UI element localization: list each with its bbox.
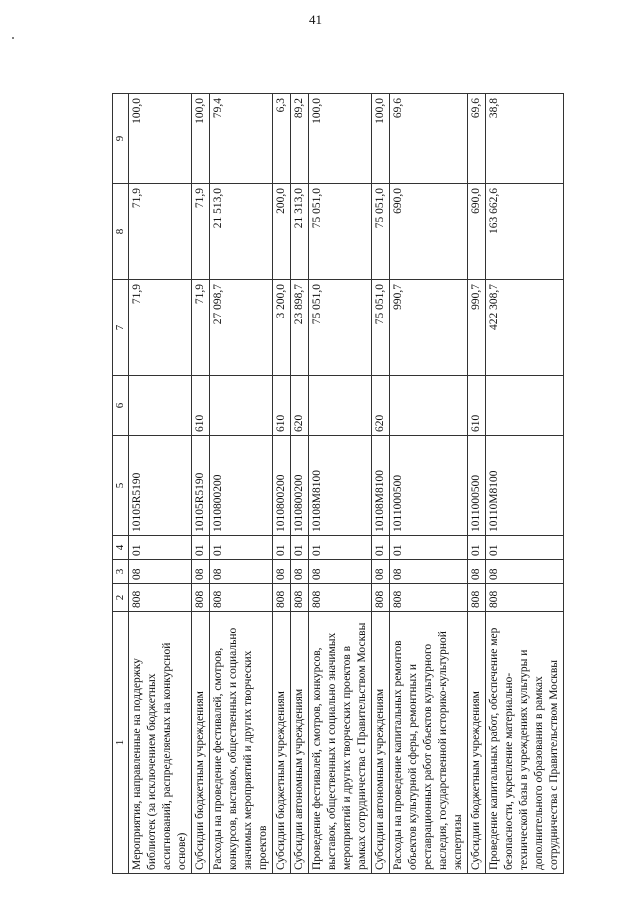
cell-executed: 163 662,6 — [486, 184, 564, 280]
cell-percent: 100,0 — [309, 94, 372, 184]
cell-name: Субсидии бюджетным учреждениям — [468, 612, 486, 874]
cell-ministry: 808 — [468, 584, 486, 612]
cell-name: Расходы на проведение фестивалей, смотров, конкурсов, выставок, общественных и социально значимых мероприятий и других творческих проектов — [210, 612, 273, 874]
cell-subsection: 01 — [390, 536, 468, 560]
cell-expense-type: 610 — [468, 376, 486, 436]
cell-plan: 27 098,7 — [210, 280, 273, 376]
cell-ministry: 808 — [210, 584, 273, 612]
column-header: 2 — [113, 584, 129, 612]
table-row — [486, 94, 564, 874]
cell-executed: 200,0 — [273, 184, 291, 280]
cell-expense-type — [486, 376, 564, 436]
cell-ministry: 808 — [192, 584, 210, 612]
table-row — [309, 94, 372, 874]
cell-section: 08 — [468, 560, 486, 584]
cell-ministry: 808 — [291, 584, 309, 612]
cell-expense-type: 610 — [192, 376, 210, 436]
scan-speck — [12, 37, 14, 39]
cell-expense-type — [210, 376, 273, 436]
table-row — [390, 94, 468, 874]
cell-expense-type — [309, 376, 372, 436]
cell-executed: 21 513,0 — [210, 184, 273, 280]
header-row — [113, 94, 129, 874]
cell-target-article: 10105R5190 — [192, 436, 210, 536]
cell-percent: 69,6 — [390, 94, 468, 184]
cell-percent: 38,8 — [486, 94, 564, 184]
cell-percent: 100,0 — [372, 94, 390, 184]
cell-name: Субсидии автономным учреждениям — [291, 612, 309, 874]
cell-target-article: 10105R5190 — [129, 436, 192, 536]
rotated-table-container — [112, 94, 560, 874]
cell-percent: 100,0 — [129, 94, 192, 184]
cell-section: 08 — [291, 560, 309, 584]
cell-executed: 690,0 — [468, 184, 486, 280]
cell-subsection: 01 — [486, 536, 564, 560]
table-row — [192, 94, 210, 874]
cell-percent: 79,4 — [210, 94, 273, 184]
cell-target-article: 1010800200 — [291, 436, 309, 536]
cell-ministry: 808 — [309, 584, 372, 612]
cell-section: 08 — [486, 560, 564, 584]
cell-plan: 23 898,7 — [291, 280, 309, 376]
cell-name: Субсидии бюджетным учреждениям — [273, 612, 291, 874]
cell-section: 08 — [390, 560, 468, 584]
cell-ministry: 808 — [372, 584, 390, 612]
column-header: 4 — [113, 536, 129, 560]
cell-subsection: 01 — [210, 536, 273, 560]
cell-target-article: 10110M8100 — [486, 436, 564, 536]
table-row — [273, 94, 291, 874]
cell-subsection: 01 — [192, 536, 210, 560]
cell-percent: 69,6 — [468, 94, 486, 184]
cell-target-article: 1011000500 — [390, 436, 468, 536]
cell-expense-type: 620 — [291, 376, 309, 436]
cell-target-article: 1011000500 — [468, 436, 486, 536]
cell-executed: 75 051,0 — [309, 184, 372, 280]
cell-section: 08 — [273, 560, 291, 584]
cell-subsection: 01 — [273, 536, 291, 560]
column-header: 8 — [113, 184, 129, 280]
cell-expense-type: 620 — [372, 376, 390, 436]
cell-plan: 75 051,0 — [372, 280, 390, 376]
cell-section: 08 — [309, 560, 372, 584]
cell-executed: 690,0 — [390, 184, 468, 280]
cell-percent: 89,2 — [291, 94, 309, 184]
cell-plan: 990,7 — [390, 280, 468, 376]
cell-section: 08 — [372, 560, 390, 584]
cell-subsection: 01 — [129, 536, 192, 560]
cell-percent: 6,3 — [273, 94, 291, 184]
cell-executed: 71,9 — [192, 184, 210, 280]
cell-executed: 75 051,0 — [372, 184, 390, 280]
cell-name: Субсидии автономным учреждениям — [372, 612, 390, 874]
cell-plan: 71,9 — [192, 280, 210, 376]
cell-name: Расходы на проведение капитальных ремонтов объектов культурной сферы, ремонтных и реставрационных работ объектов культурного наследия, государственной историко-культурной экспертизы — [390, 612, 468, 874]
table-row — [210, 94, 273, 874]
column-header: 9 — [113, 94, 129, 184]
cell-executed: 71,9 — [129, 184, 192, 280]
table-row — [372, 94, 390, 874]
cell-plan: 3 200,0 — [273, 280, 291, 376]
table-row — [291, 94, 309, 874]
cell-plan: 990,7 — [468, 280, 486, 376]
page-number: 41 — [309, 12, 322, 27]
table-row — [468, 94, 486, 874]
cell-ministry: 808 — [486, 584, 564, 612]
cell-ministry: 808 — [273, 584, 291, 612]
cell-target-article: 1010800200 — [210, 436, 273, 536]
cell-subsection: 01 — [309, 536, 372, 560]
cell-expense-type — [390, 376, 468, 436]
cell-section: 08 — [192, 560, 210, 584]
cell-section: 08 — [129, 560, 192, 584]
cell-expense-type — [129, 376, 192, 436]
cell-section: 08 — [210, 560, 273, 584]
column-header: 7 — [113, 280, 129, 376]
column-header: 5 — [113, 436, 129, 536]
column-header: 1 — [113, 612, 129, 874]
cell-subsection: 01 — [291, 536, 309, 560]
cell-executed: 21 313,0 — [291, 184, 309, 280]
cell-percent: 100,0 — [192, 94, 210, 184]
cell-name: Субсидии бюджетным учреждениям — [192, 612, 210, 874]
cell-subsection: 01 — [468, 536, 486, 560]
cell-plan: 422 308,7 — [486, 280, 564, 376]
cell-ministry: 808 — [129, 584, 192, 612]
cell-expense-type: 610 — [273, 376, 291, 436]
table-body — [113, 94, 564, 874]
table-row — [129, 94, 192, 874]
cell-subsection: 01 — [372, 536, 390, 560]
cell-plan: 75 051,0 — [309, 280, 372, 376]
cell-name: Проведение капитальных работ, обеспечение мер безопасности, укрепление материально-технической базы в учреждениях культуры и дополнительного образования в рамках сотрудничества с Правительством Москвы — [486, 612, 564, 874]
cell-name: Проведение фестивалей, смотров, конкурсов, выставок, общественных и социально значимых мероприятий и других творческих проектов в рамках сотрудничества с Правительством Москвы — [309, 612, 372, 874]
cell-target-article: 10108M8100 — [309, 436, 372, 536]
cell-plan: 71,9 — [129, 280, 192, 376]
column-header: 3 — [113, 560, 129, 584]
column-header: 6 — [113, 376, 129, 436]
cell-target-article: 10108M8100 — [372, 436, 390, 536]
budget-table — [112, 93, 564, 874]
cell-name: Мероприятия, направленные на поддержку библиотек (за исключением бюджетных ассигнований, распределяемых на конкурсной основе) — [129, 612, 192, 874]
cell-target-article: 1010800200 — [273, 436, 291, 536]
cell-ministry: 808 — [390, 584, 468, 612]
